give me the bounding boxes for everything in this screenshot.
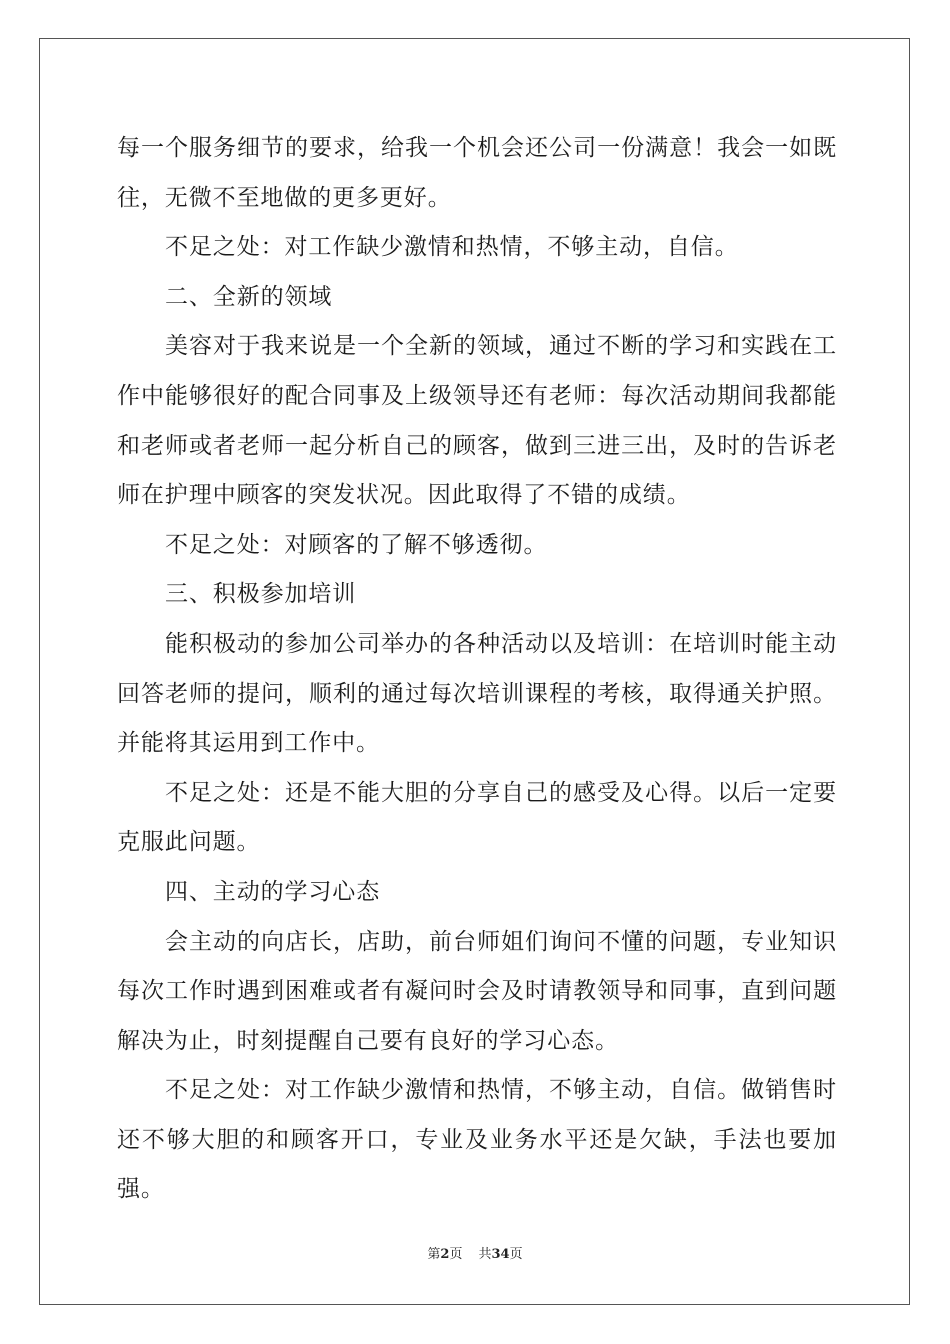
page-label-prefix: 第 xyxy=(427,1247,441,1262)
paragraph: 美容对于我来说是一个全新的领域，通过不断的学习和实践在工作中能够很好的配合同事及上级领导还有老师：每次活动期间我都能和老师或者老师一起分析自己的顾客，做到三进三出，及时的告诉老师在护理中顾客的突发状况。因此取得了不错的成绩。 xyxy=(117,333,837,509)
paragraph: 不足之处：对工作缺少激情和热情，不够主动，自信。做销售时还不够大胆的和顾客开口，专业及业务水平还是欠缺，手法也要加强。 xyxy=(117,1077,837,1203)
page-number: 2 xyxy=(440,1247,450,1262)
section-heading: 四、主动的学习心态 xyxy=(165,878,381,905)
page-label-suffix: 页 xyxy=(449,1247,463,1262)
page-footer xyxy=(0,1246,950,1264)
paragraph: 不足之处：对工作缺少激情和热情，不够主动，自信。 xyxy=(165,234,739,261)
document-body xyxy=(117,124,837,1215)
paragraph: 每一个服务细节的要求，给我一个机会还公司一份满意！我会一如既往，无微不至地做的更多更好。 xyxy=(117,135,837,211)
paragraph: 能积极动的参加公司举办的各种活动以及培训：在培训时能主动回答老师的提问，顺利的通过每次培训课程的考核，取得通关护照。并能将其运用到工作中。 xyxy=(117,630,837,757)
section-heading: 二、全新的领域 xyxy=(165,283,333,310)
paragraph: 不足之处：还是不能大胆的分享自己的感受及心得。以后一定要克服此问题。 xyxy=(117,779,837,856)
paragraph: 不足之处：对顾客的了解不够透彻。 xyxy=(165,531,548,558)
total-pages: 34 xyxy=(491,1247,510,1262)
total-label-prefix: 共 xyxy=(478,1247,492,1262)
section-heading: 三、积极参加培训 xyxy=(165,581,357,608)
paragraph: 会主动的向店长，店助，前台师姐们询问不懂的问题，专业知识每次工作时遇到困难或者有凝问时会及时请教领导和同事，直到问题解决为止，时刻提醒自己要有良好的学习心态。 xyxy=(117,928,837,1054)
total-label-suffix: 页 xyxy=(509,1247,523,1262)
